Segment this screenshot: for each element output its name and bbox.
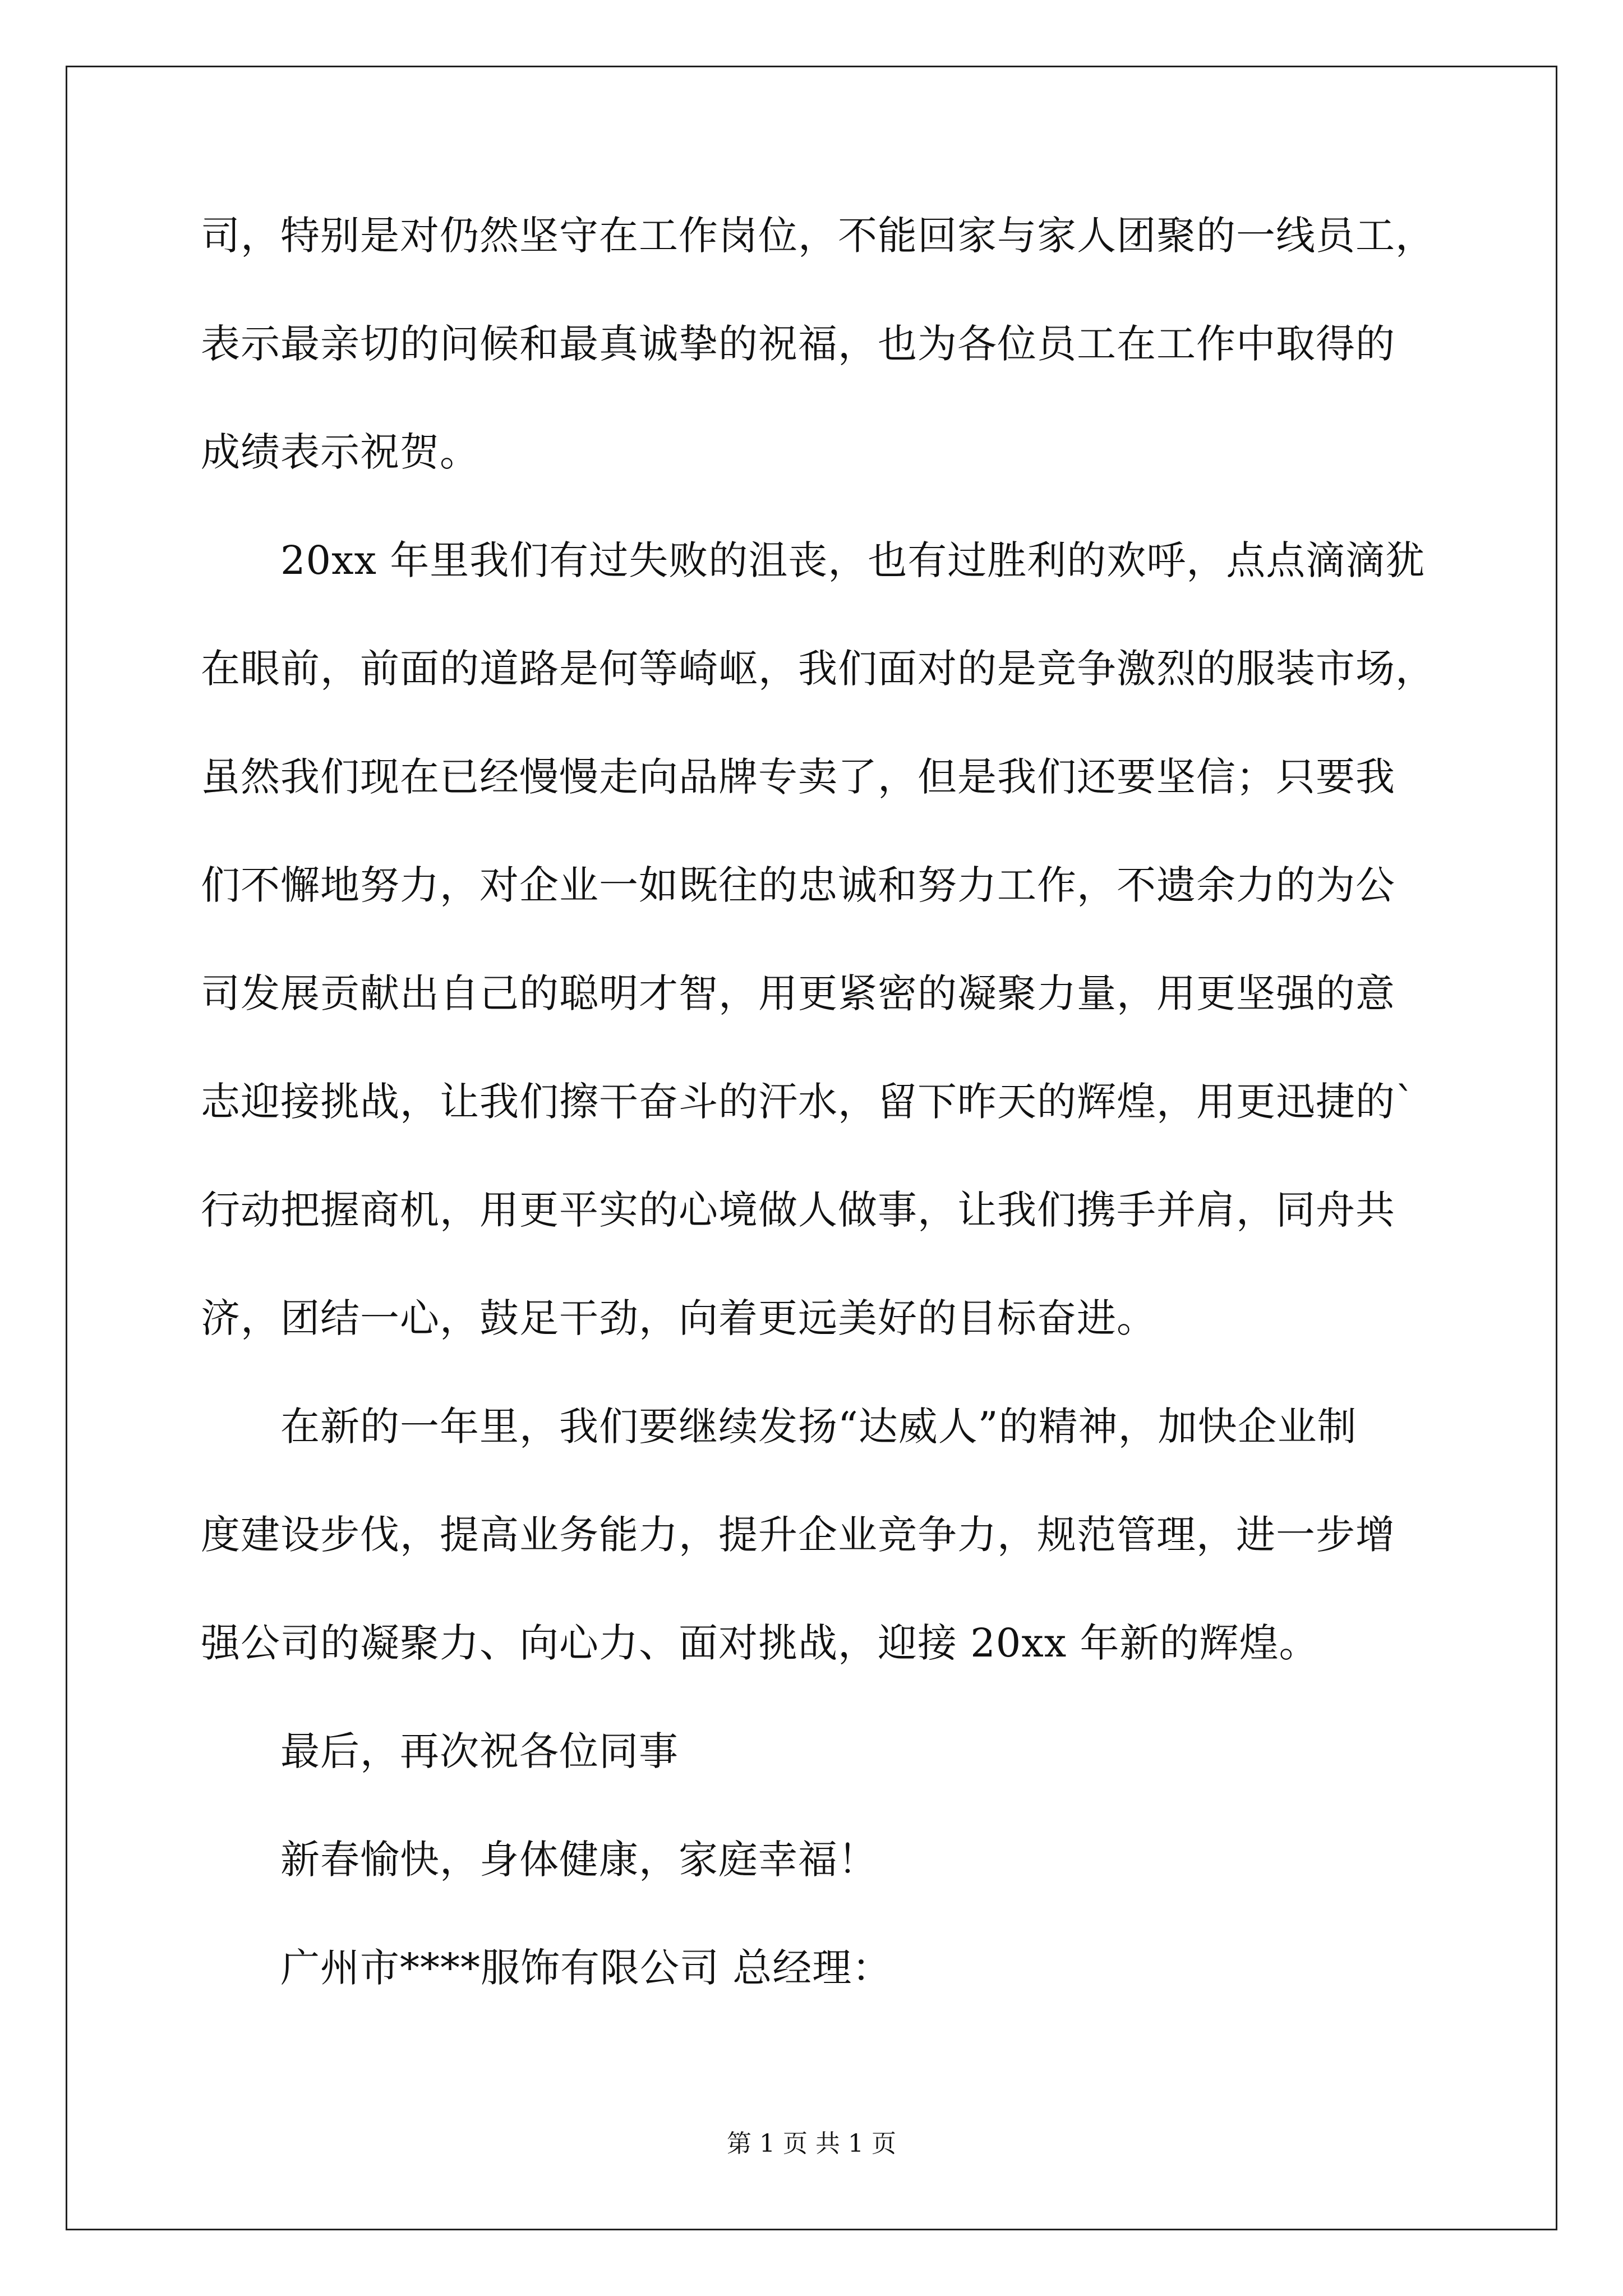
paragraph-2-line-7: 行动把握商机，用更平实的心境做人做事，让我们携手并肩，同舟共 [201, 1187, 1395, 1233]
paragraph-3-line-2: 度建设步伐，提高业务能力，提升企业竞争力，规范管理，进一步增 [201, 1512, 1395, 1558]
paragraph-2-line-1: 20xx 年里我们有过失败的沮丧，也有过胜利的欢呼，点点滴滴犹 [280, 537, 1426, 583]
paragraph-2-line-8: 济，团结一心，鼓足干劲，向着更远美好的目标奋进。 [201, 1295, 1156, 1341]
page-frame [66, 66, 1557, 2230]
paragraph-1-line-3: 成绩表示祝贺。 [201, 429, 479, 475]
closing-line-1: 最后，再次祝各位同事 [280, 1728, 679, 1774]
signature-line: 广州市****服饰有限公司 总经理： [280, 1945, 892, 1991]
paragraph-3-line-1: 在新的一年里，我们要继续发扬“达威人”的精神，加快企业制 [280, 1404, 1357, 1450]
paragraph-2-line-5: 司发展贡献出自己的聪明才智，用更紧密的凝聚力量，用更坚强的意 [201, 970, 1395, 1016]
paragraph-2-line-2: 在眼前，前面的道路是何等崎岖，我们面对的是竞争激烈的服装市场， [201, 646, 1435, 692]
page-number-footer: 第 1 页 共 1 页 [727, 2129, 896, 2158]
paragraph-2-line-6: 志迎接挑战，让我们擦干奋斗的汗水，留下昨天的辉煌，用更迅捷的` [201, 1079, 1415, 1125]
paragraph-1-line-2: 表示最亲切的问候和最真诚挚的祝福，也为各位员工在工作中取得的 [201, 321, 1395, 367]
paragraph-3-line-3: 强公司的凝聚力、向心力、面对挑战，迎接 20xx 年新的辉煌。 [201, 1620, 1319, 1666]
closing-line-2: 新春愉快，身体健康，家庭幸福！ [280, 1837, 878, 1883]
paragraph-2-line-4: 们不懈地努力，对企业一如既往的忠诚和努力工作，不遗余力的为公 [201, 862, 1395, 908]
paragraph-2-line-3: 虽然我们现在已经慢慢走向品牌专卖了，但是我们还要坚信；只要我 [201, 754, 1395, 800]
paragraph-1-line-1: 司，特别是对仍然坚守在工作岗位，不能回家与家人团聚的一线员工， [201, 213, 1435, 259]
